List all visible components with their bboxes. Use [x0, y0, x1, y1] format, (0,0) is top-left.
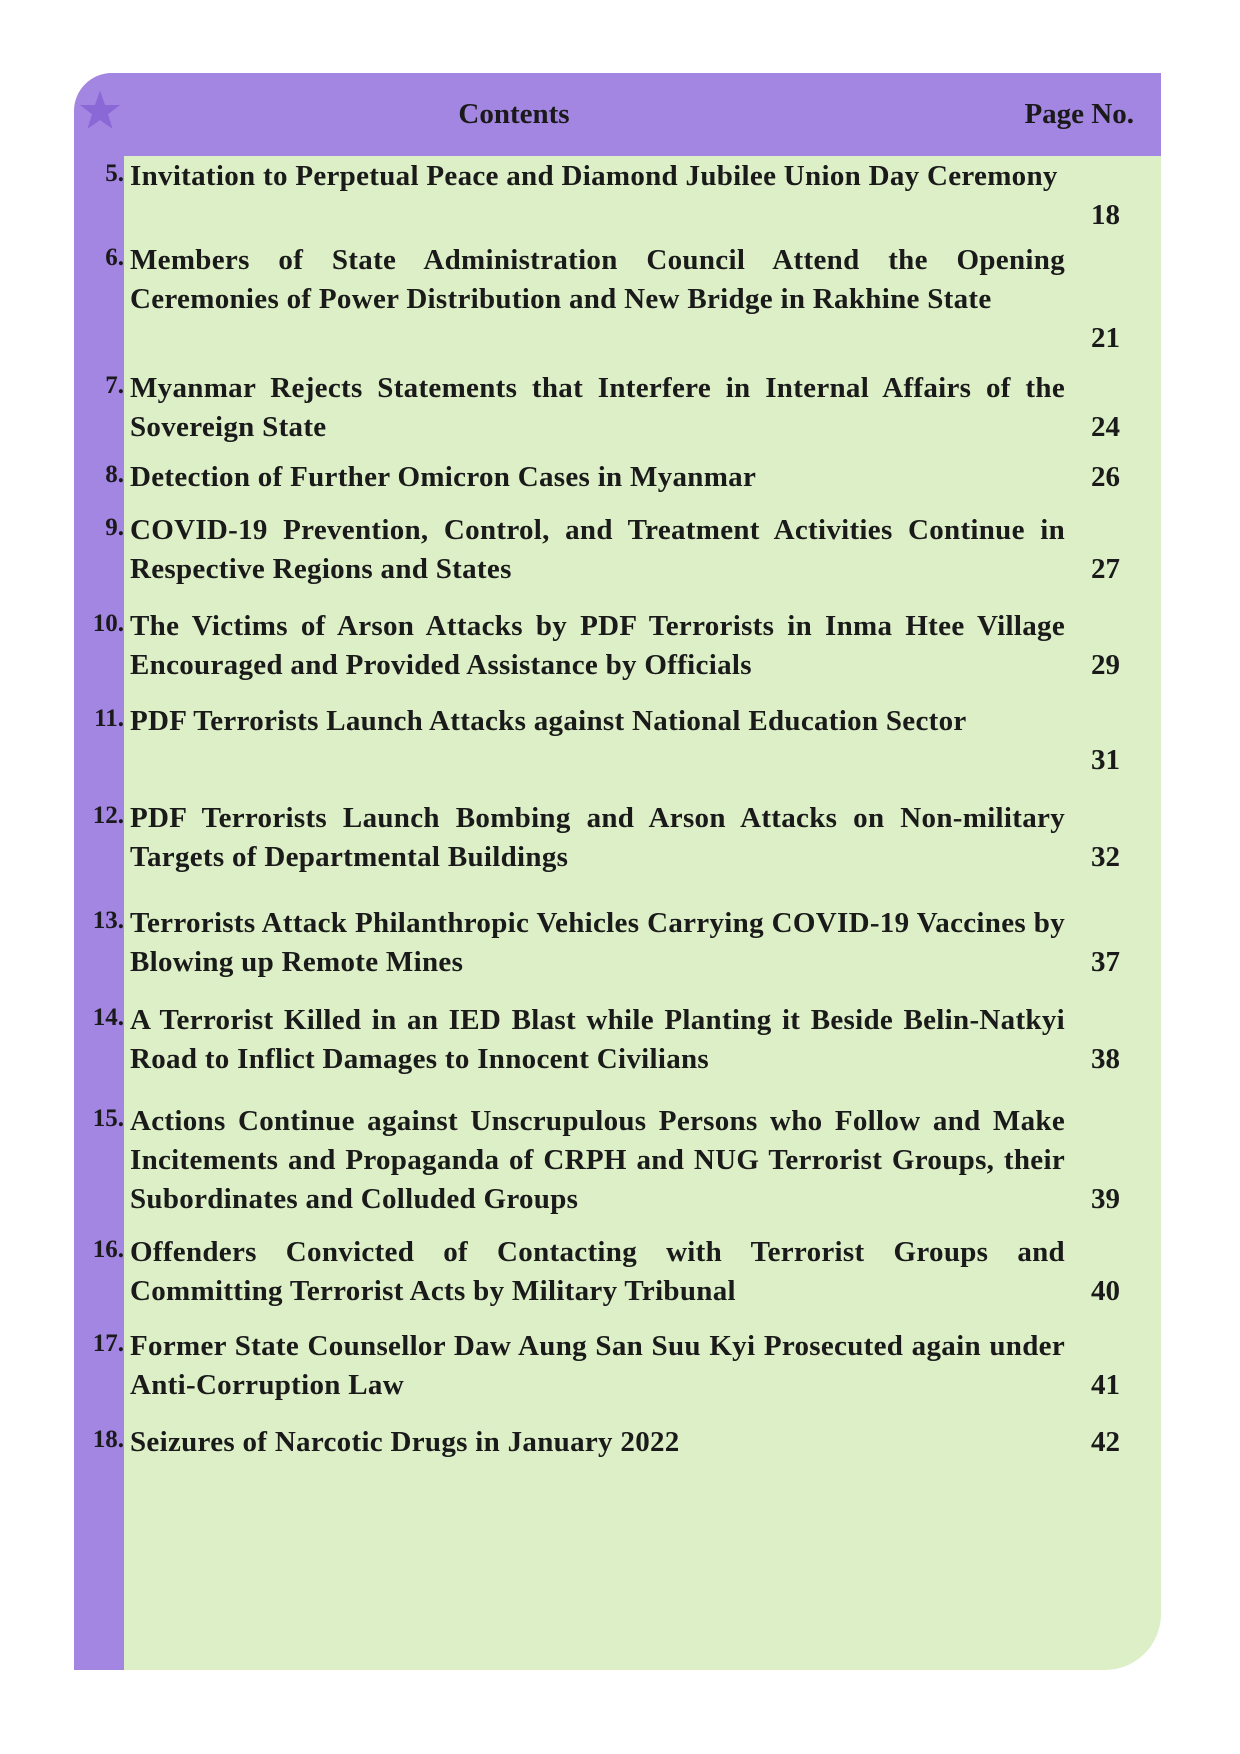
entry-number: 17. [92, 1330, 124, 1357]
entry-number: 7. [105, 372, 124, 399]
entry-page: 32 [1091, 841, 1120, 873]
table-of-contents [74, 73, 1161, 1670]
entry-number: 5. [105, 160, 124, 187]
entry-number: 12. [92, 802, 124, 829]
entry-number: 18. [92, 1426, 124, 1453]
entry-page: 38 [1091, 1043, 1120, 1075]
entry-title: Invitation to Perpetual Peace and Diamond Jubilee Union Day Ceremony [130, 160, 1058, 192]
entry-title: A Terrorist Killed in an IED Blast while Planting it Beside Belin-Natkyi Road to Inflict Damages to Innocent Civilians [130, 1004, 1065, 1075]
entry-title: Seizures of Narcotic Drugs in January 2022 [130, 1426, 680, 1458]
entry-title: COVID-19 Prevention, Control, and Treatment Activities Continue in Respective Regions and States [130, 514, 1065, 585]
entry-page: 31 [1091, 744, 1120, 776]
entry-number: 15. [92, 1105, 124, 1132]
entry-title: The Victims of Arson Attacks by PDF Terrorists in Inma Htee Village Encouraged and Provided Assistance by Officials [130, 610, 1065, 681]
entry-page: 41 [1091, 1369, 1120, 1401]
entry-number: 6. [105, 244, 124, 271]
entry-page: 42 [1091, 1426, 1120, 1458]
entry-page: 24 [1091, 411, 1120, 443]
entry-page: 40 [1091, 1275, 1120, 1307]
entry-page: 18 [1091, 199, 1120, 231]
entry-number: 14. [92, 1004, 124, 1031]
entry-title: Detection of Further Omicron Cases in Myanmar [130, 461, 757, 493]
entry-title: PDF Terrorists Launch Bombing and Arson Attacks on Non-military Targets of Departmental Buildings [130, 802, 1065, 873]
entry-number: 10. [92, 610, 124, 637]
entry-title: PDF Terrorists Launch Attacks against National Education Sector [130, 705, 967, 737]
entry-title: Former State Counsellor Daw Aung San Suu Kyi Prosecuted again under Anti-Corruption Law [130, 1330, 1065, 1401]
entry-title: Myanmar Rejects Statements that Interfere in Internal Affairs of the Sovereign State [130, 372, 1065, 443]
entry-number: 8. [105, 461, 124, 488]
entry-number: 11. [94, 705, 124, 732]
entry-title: Members of State Administration Council Attend the Opening Ceremonies of Power Distribution and New Bridge in Rakhine State [130, 244, 1065, 315]
entry-title: Actions Continue against Unscrupulous Persons who Follow and Make Incitements and Propaganda of CRPH and NUG Terrorist Groups, their Subordinates and Colluded Groups [130, 1105, 1065, 1215]
entry-number: 9. [105, 514, 124, 541]
entry-page: 27 [1091, 553, 1120, 585]
entry-title: Terrorists Attack Philanthropic Vehicles Carrying COVID-19 Vaccines by Blowing up Remote Mines [130, 907, 1065, 978]
page-number-heading: Page No. [1024, 98, 1134, 130]
entry-page: 39 [1091, 1183, 1120, 1215]
entry-page: 37 [1091, 946, 1120, 978]
entry-number: 13. [92, 907, 124, 934]
entry-number: 16. [92, 1236, 124, 1263]
entry-page: 21 [1091, 322, 1120, 354]
entry-page: 29 [1091, 649, 1120, 681]
contents-heading: Contents [458, 98, 570, 130]
entry-page: 26 [1091, 461, 1120, 493]
entry-title: Offenders Convicted of Contacting with Terrorist Groups and Committing Terrorist Acts by Military Tribunal [130, 1236, 1065, 1307]
star-icon [79, 89, 121, 131]
